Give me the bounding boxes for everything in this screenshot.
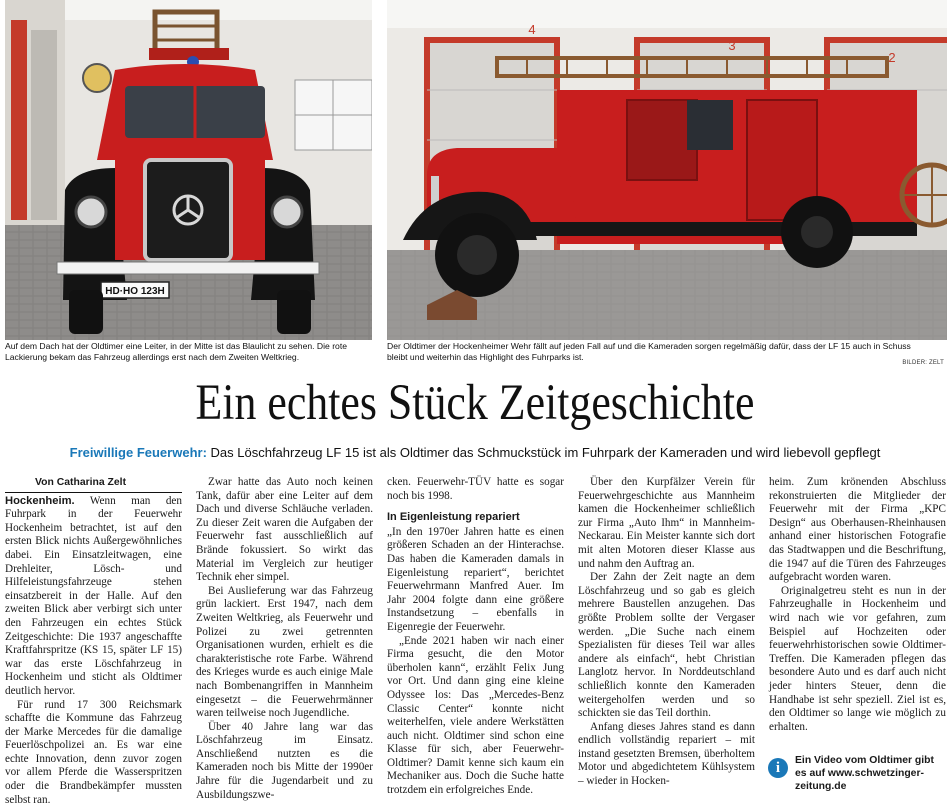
photo-caption-right: Der Oldtimer der Hockenheimer Wehr fällt auf jeden Fall auf und die Kameraden sorgen regelmäßig dafür, dass der LF 15 auch in Schuss bleibt und weiterhin das Highlight des Fuhrparks ist. <box>387 341 911 362</box>
paragraph: Bei Auslieferung war das Fahrzeug grün lackiert. Erst 1947, nach dem Zweiten Weltkrieg, als Feuerwehr und Polizei zu zwei getrennten Organisationen wurden, erhielt es die charakteristische rote Farbe. Während des Krieges wurde es auch einige Male nach Bombenangriffen in Mannheim eingesetzt – die Feuerwehrmänner waren teilweise noch Jugendliche. <box>196 584 373 720</box>
bay-number: 4 <box>528 22 536 37</box>
paragraph: Über 40 Jahre lang war das Löschfahrzeug im Einsatz. Anschließend nutzten es die Kameraden noch bis Mitte der 1990er Jahre für die Jugendarbeit und zu Ausbildungszwe- <box>196 720 373 801</box>
truck-front-illustration <box>5 0 372 340</box>
kicker-lead: Freiwillige Feuerwehr: <box>69 445 207 460</box>
paragraph: Anfang dieses Jahres stand es dann endlich vollständig repariert – mit instand gesetzten Bremsen, überholtem Motor und abgedichtetem Kühlsystem – wieder in Hocken- <box>578 720 755 788</box>
info-icon: i <box>768 758 788 778</box>
license-plate: HD·HO 123H <box>105 286 165 297</box>
paragraph: Für rund 17 300 Reichsmark schaffte die Kommune das Fahrzeug der Marke Mercedes für die damalige Feuerlöschpolizei an. Es war eine echte Innovation, denn zuvor zogen vor allem Pferde die Wasserspritzen oder die Brandbekämpfer mussten selbst ran. <box>5 698 182 806</box>
article-column-2 <box>196 476 373 802</box>
article-column-5 <box>769 476 946 734</box>
paragraph: Hockenheim. Wenn man den Fuhrpark in der Feuerwehr Hockenheim betrachtet, ist auf den ersten Blick nichts Außergewöhnliches dabei. Ein Einsatzleitwagen, eine Drehleiter, Lösch- und Hilfeleistungsfahrzeuge stehen einsatzbereit in der Halle. Auf den zweiten Blick aber verbirgt sich unter den Fahrzeugen ein echtes Stück Zeitgeschichte: Die 1937 angeschaffte Kraftfahrspritze (KS 15, später LF 15) war das erste Löschfahrzeug in Hockenheim und sticht als Oldtimer deutlich hervor. <box>5 494 182 697</box>
paragraph: „Ende 2021 haben wir nach einer Firma gesucht, die den Motor überholen kann“, erzählt Felix Jung vor Ort. Und dann ging eine kleine Odyssee los: Das „Mercedes-Benz Classic Center“ konnte nicht weiterhelfen, viele andere Werkstätten auch nicht. Oldtimer sind schon eine Klasse für sich, aber Feuerwehr-Oldtimer? Damit kenne sich kaum ein Mechaniker aus. Doch die Suche hatte trotzdem ein erfolgreiches Ende. <box>387 634 564 797</box>
article-column-4 <box>578 476 755 789</box>
subheading: In Eigenleistung repariert <box>387 511 520 524</box>
paragraph: heim. Zum krönenden Abschluss rekonstruierten die Mitglieder der Feuerwehr mit der Firma „KPC Design“ aus Oberhausen-Rheinhausen anhand einer historischen Fotografie das Stadtwappen und die Beschriftung, die 1947 auf die Türen des Fahrzeuges aufgebracht worden waren. <box>769 476 946 584</box>
paragraph: Der Zahn der Zeit nagte an dem Löschfahrzeug und so gab es gleich mehrere Baustellen anzugehen. Das größte Problem sollte der Vergaser werden. „Die Suche nach einem Spezialisten für dieses Teil war alles andere als einfach“, hebt Christian Langlotz hervor. In Norddeutschland schließlich konnte den Kameraden weitergeholfen werden und so schickten sie das Teil dorthin. <box>578 571 755 720</box>
info-box-text[interactable]: Ein Video vom Oldtimer gibt es auf www.schwetzinger-zeitung.de <box>795 755 934 792</box>
paragraph: Zwar hatte das Auto noch keinen Tank, dafür aber eine Leiter auf dem Dach und diverse Schläuche verladen. Zu dieser Zeit waren die Aufgaben der Feuerwehr fast ausschließlich auf Brände fokussiert. So wirkt das Material im Vergleich zur heutiger Technik eher simpel. <box>196 476 373 584</box>
paragraph: cken. Feuerwehr-TÜV hatte es sogar noch bis 1998. <box>387 476 564 502</box>
kicker-text: Das Löschfahrzeug LF 15 ist als Oldtimer das Schmuckstück im Fuhrpark der Kameraden und wird liebevoll gepflegt <box>206 445 881 460</box>
photo-caption-left: Auf dem Dach hat der Oldtimer eine Leiter, in der Mitte ist das Blaulicht zu sehen. Die rote Lackierung bekam das Fahrzeug allerdings erst nach dem Zweiten Weltkrieg. <box>5 341 348 362</box>
article-column-3 <box>387 476 564 798</box>
author-byline: Von Catharina Zelt <box>5 476 182 493</box>
paragraph: Über den Kurpfälzer Verein für Feuerwehrgeschichte aus Mannheim kamen die Hockenheimer schließlich zur Firma „Auto Ihm“ in Mannheim-Neckarau. Ein Meister kannte sich dort mit alten Motoren dieser Klasse aus und nahm den Auftrag an. <box>578 476 755 570</box>
bay-number: 2 <box>888 50 896 65</box>
dateline: Hockenheim. <box>5 494 75 507</box>
photo-credit: BILDER: ZELT <box>902 360 944 366</box>
headline: Ein echtes Stück Zeitgeschichte <box>195 375 755 431</box>
bay-number: 3 <box>728 38 736 53</box>
kicker <box>0 445 950 460</box>
paragraph: „In den 1970er Jahren hatte es einen größeren Schaden an der Hinterachse. Das haben die Kameraden damals in Eigenleistung repariert“, berichtet Feuerwehrmann Manfred Auer. Im Jahr 2004 folgte dann eine größere Instandsetzung – ebenfalls in Eigenregie der Feuerwehr. <box>387 525 564 633</box>
photo-truck-front <box>5 0 372 340</box>
photo-truck-side <box>387 0 947 340</box>
paragraph: Originalgetreu steht es nun in der Fahrzeughalle in Hockenheim und wird nach wie vor gefahren, zum Beispiel auf Hochzeiten oder feuerwehrhistorischen sowie Oldtimer-Treffen. Die Kameraden pflegen das besondere Auto und es darf auch nicht jeder hinters Steuer, denn die Handhabe ist sehr speziell. Ziel ist es, den Oldtimer so lange wie möglich zu erhalten. <box>769 584 946 733</box>
truck-side-illustration <box>387 0 947 340</box>
article-column-1 <box>5 476 182 807</box>
